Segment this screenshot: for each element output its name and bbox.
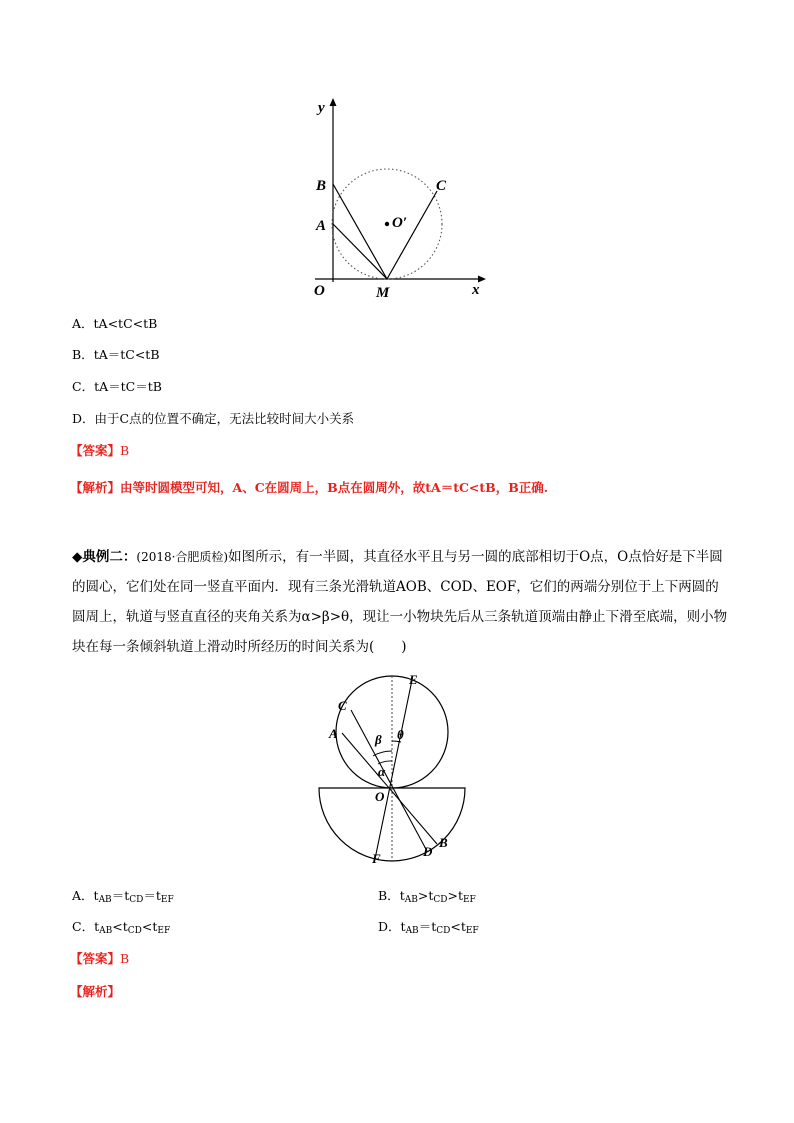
q1-option-d: D．由于C点的位置不确定，无法比较时间大小关系 [72, 411, 355, 426]
example2-text: 如图所示，有一半圆，其直径水平且与另一圆的底部相切于O点，O点恰好是下半圆的圆心，它们处在同一竖直平面内．现有三条光滑轨道AOB、COD、EOF，它们的两端分别位于上下两圆的圆周上，轨道与竖直直径的夹角关系为α>β>θ，现让一小物块先后从三条轨道顶端由静止下滑至底端，则小物块在每一条倾斜轨道上滑动时所经历的时间关系为( ) [72, 549, 728, 655]
label-O-prime: O′ [392, 215, 408, 231]
label-B2: B [439, 835, 448, 850]
example2-source: (2018·合肥质检) [136, 550, 229, 564]
label-E: E [409, 672, 418, 687]
q1-option-b: B．tA＝tC<tB [72, 347, 160, 362]
q1-analysis: 【解析】由等时圆模型可知，A、C在圆周上，B点在圆周外，故tA＝tC<tB，B正确. [70, 480, 549, 495]
label-D: D [423, 844, 433, 859]
label-alpha: α [378, 764, 386, 779]
label-A: A [316, 218, 327, 234]
example2-title: 典例二： [82, 549, 137, 565]
q1-answer: 【答案】B [70, 443, 130, 458]
label-y: y [318, 100, 325, 116]
figure-two-circles-tracks [312, 670, 472, 870]
label-beta: β [375, 732, 382, 747]
label-F: F [372, 851, 381, 866]
label-x: x [472, 282, 480, 298]
label-M: M [376, 285, 390, 301]
label-origin: O [314, 283, 325, 299]
label-O2: O [375, 789, 385, 804]
label-C: C [436, 178, 447, 194]
figure-circle-tangent-axes [300, 92, 500, 302]
q1-option-a: A．tA<tC<tB [72, 316, 158, 331]
label-B: B [316, 178, 327, 194]
q2-option-a: A．$t_{AB}=t_{CD}=t_{EF}$ [72, 888, 174, 905]
q2-option-d: D．$t_{AB}=t_{CD}<t_{EF}$ [378, 919, 479, 936]
example2-marker: ◆ [72, 549, 83, 565]
q2-answer: 【答案】B [70, 951, 130, 966]
label-A2: A [329, 726, 338, 741]
label-C2: C [338, 698, 347, 713]
q1-option-c: C．tA＝tC＝tB [72, 379, 162, 394]
q2-option-c: C．$t_{AB}<t_{CD}<t_{EF}$ [72, 919, 171, 936]
example2-paragraph [72, 542, 732, 662]
label-theta: θ [397, 727, 404, 742]
q2-option-b: B．$t_{AB}>t_{CD}>t_{EF}$ [378, 888, 476, 905]
q2-analysis: 【解析】 [70, 984, 121, 999]
